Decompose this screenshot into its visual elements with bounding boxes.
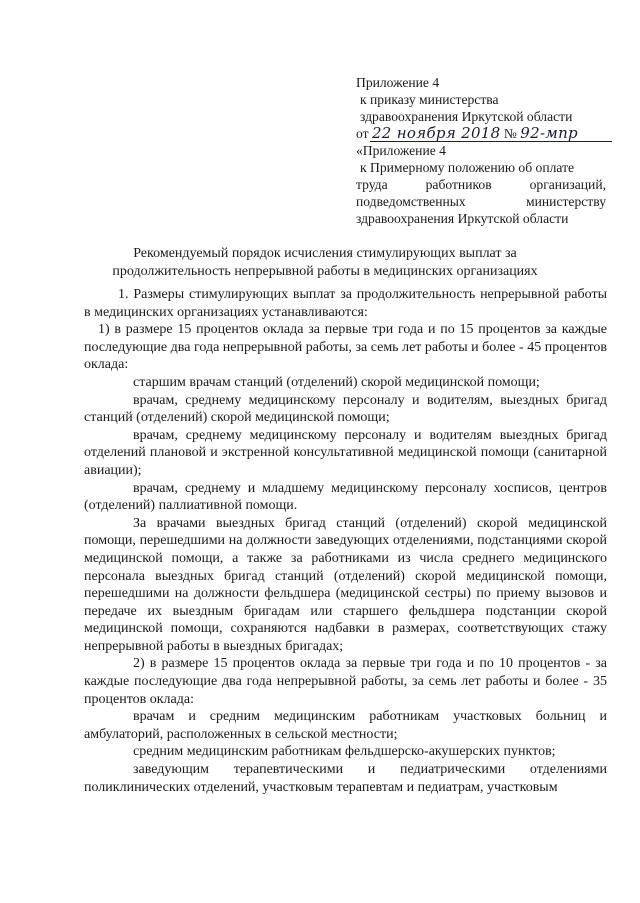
document-title — [90, 245, 560, 281]
paragraph: врачам, среднему медицинскому персоналу и водителям выездных бригад отделений плановой и экстренной консультативной медицинской помощи (санитарной авиации); — [84, 427, 607, 478]
paragraph: 2) в размере 15 процентов оклада за первые три года и по 10 процентов - за каждые последующие два года непрерывной работы, за семь лет работы и более - 35 процентов оклада: — [84, 656, 607, 707]
appendix-header — [356, 74, 606, 227]
appendix-word: министерству — [526, 194, 606, 209]
appendix-line: к Примерному положению об оплате — [360, 160, 575, 175]
appendix-line: «Приложение 4 — [356, 143, 446, 158]
paragraph: заведующим терапевтическими и педиатрическими отделениями поликлинических отделений, участковым терапевтам и педиатрам, участковым — [84, 762, 607, 795]
from-label: от — [356, 126, 369, 141]
appendix-word: подведомственных — [356, 194, 466, 209]
appendix-line: Приложение 4 — [356, 75, 440, 90]
appendix-word: работников — [425, 177, 492, 192]
title-line: продолжительность непрерывной работы в медицинских организациях — [112, 264, 538, 279]
handwritten-date: 22 ноября 2018 — [371, 124, 501, 142]
paragraph: средним медицинским работникам фельдшерско-акушерских пунктов; — [133, 744, 556, 760]
paragraph: За врачами выездных бригад станций (отделений) скорой медицинской помощи, перешедшими на должности заведующих отделениями, подстанциями скорой медицинской помощи, а также за работниками из числа среднего медицинского персонала выездных бригад станций (отделений) скорой медицинской помощи, перешедшими на должности фельдшера (медицинской сестры) по приему вызовов и передаче их выездным бригадам или старшего фельдшера подстанции скорой медицинской помощи, сохраняются надбавки в размерах, соответствующих стажу непрерывной работы в выездных бригадах; — [84, 515, 607, 654]
appendix-line: здравоохранения Иркутской области — [356, 211, 569, 226]
paragraph: врачам и средним медицинским работникам участковых больниц и амбулаторий, расположенных в сельской местности; — [84, 709, 607, 742]
appendix-line — [356, 193, 606, 210]
paragraph: 1. Размеры стимулирующих выплат за продолжительность непрерывной работы в медицинских организациях устанавливаются: — [84, 287, 607, 320]
paragraph: врачам, среднему медицинскому персоналу и водителям, выездных бригад станций (отделений) скорой медицинской помощи; — [84, 392, 607, 426]
paragraph: 1) в размере 15 процентов оклада за первые три года и по 15 процентов за каждые последующие два года непрерывной работы, за семь лет работы и более - 45 процентов оклада: — [84, 322, 607, 373]
appendix-word: труда — [356, 177, 388, 192]
paragraph: старшим врачам станций (отделений) скорой медицинской помощи; — [133, 374, 540, 390]
appendix-line: к приказу министерства — [360, 92, 499, 107]
document-body — [84, 286, 607, 796]
appendix-word: организаций, — [529, 177, 606, 192]
handwritten-number: 92-мпр — [520, 124, 578, 142]
appendix-line — [356, 176, 606, 193]
title-line: Рекомендуемый порядок исчисления стимулирующих выплат за — [133, 246, 517, 261]
appendix-line: здравоохранения Иркутской области — [360, 109, 573, 124]
number-label: № — [503, 126, 517, 141]
order-date-number-line — [356, 125, 606, 142]
paragraph: врачам, среднему и младшему медицинскому персоналу хосписов, центров (отделений) паллиативной помощи. — [84, 480, 607, 514]
signature-underline — [370, 141, 612, 142]
